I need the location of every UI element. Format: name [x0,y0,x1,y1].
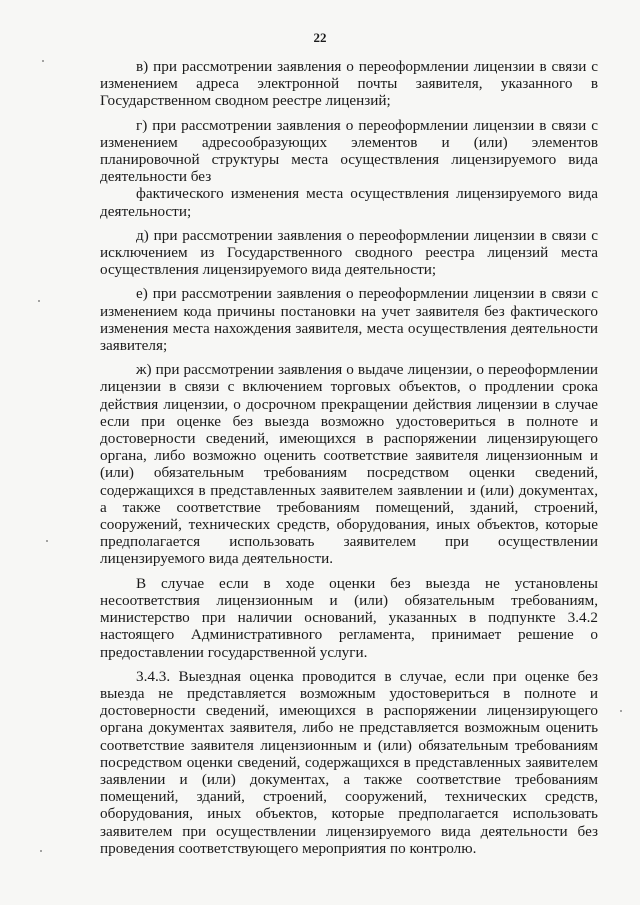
paragraph-d: д) при рассмотрении заявления о переоформлении лицензии в связи с исключением из Государственного сводного реестра лицензий места осуществления лицензируемого вида деятельности; [100,226,598,279]
scan-speck [42,60,44,62]
scan-speck [620,710,622,712]
page-number: 22 [313,30,327,45]
paragraph-g-continued: фактического изменения места осуществления лицензируемого вида деятельности; [100,185,598,220]
paragraph-g: г) при рассмотрении заявления о переоформлении лицензии в связи с изменением адресообразующих элементов и (или) элементов планировочной структуры места осуществления лицензируемого вида деятельности без [100,116,598,186]
document-body [100,58,598,864]
paragraph-zh: ж) при рассмотрении заявления о выдаче лицензии, о переоформлении лицензии в связи с включением торговых объектов, о продлении срока действия лицензии, о досрочном прекращении действия лицензии в случае если при оценке без выезда возможно удостовериться в полноте и достоверности сведений, имеющихся в распоряжении лицензирующего органа, либо возможно оценить соответствие заявителя лицензионным и (или) обязательным требованиям посредством оценки сведений, содержащихся в представленных заявителем заявлении и (или) документах, а также соответствие требованиям помещений, зданий, строений, сооружений, технических средств, оборудования, иных объектов, которые предполагается использовать заявителем при осуществлении лицензируемого вида деятельности. [100,361,598,568]
paragraph-3-4-3: 3.4.3. Выездная оценка проводится в случае, если при оценке без выезда не представляется возможным удостовериться в полноте и достоверности сведений, имеющихся в распоряжении лицензирующего органа документах заявителя, либо не представляется возможным оценить соответствие заявителя лицензионным и (или) обязательным требованиям посредством оценки сведений, содержащихся в представленных заявителем заявлении и (или) документах, а также соответствие требованиям помещений, зданий, строений, сооружений, технических средств, оборудования, иных объектов, которые предполагается использовать заявителем при осуществлении лицензируемого вида деятельности без проведения соответствующего мероприятия по контролю. [100,667,598,857]
paragraph-decision: В случае если в ходе оценки без выезда не установлены несоответствия лицензионным и (или) обязательным требованиям, министерство при наличии оснований, указанных в подпункте 3.4.2 настоящего Административного регламента, принимает решение о предоставлении государственной услуги. [100,574,598,661]
scan-speck [40,850,42,852]
scan-speck [46,540,48,542]
paragraph-v: в) при рассмотрении заявления о переоформлении лицензии в связи с изменением адреса электронной почты заявителя, указанного в Государственном сводном реестре лицензий; [100,58,598,110]
paragraph-e: е) при рассмотрении заявления о переоформлении лицензии в связи с изменением кода причины постановки на учет заявителя без фактического изменения места нахождения заявителя, места осуществления деятельности заявителя; [100,285,598,355]
scan-speck [38,300,40,302]
